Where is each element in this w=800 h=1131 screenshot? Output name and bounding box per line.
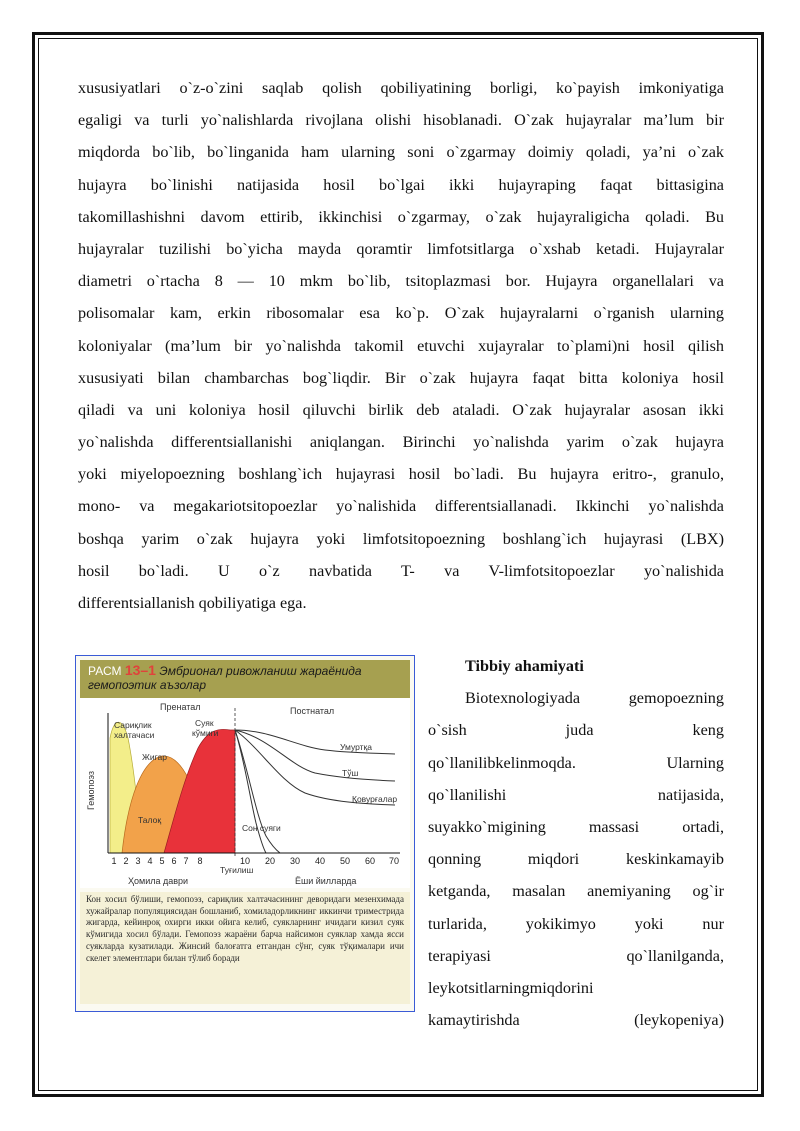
prenatal-label: Пренатал	[160, 702, 201, 712]
tick-postnatal: 40	[314, 856, 326, 866]
text-line: differentsiallanish qobiliyatiga ega.	[78, 594, 307, 612]
tick-prenatal: 1	[111, 856, 117, 866]
vertebrae-label: Умуртқа	[340, 742, 372, 752]
side-line: qo`llanilibkelinmoqda. Ularning	[428, 753, 724, 772]
hematopoiesis-figure	[75, 655, 415, 1012]
text-line: polisomalar kam, erkin ribosomalar esa ko`p. O`zak hujayralarni o`rganish ularning	[78, 304, 724, 323]
side-line: suyakko`migining massasi ortadi,	[428, 817, 724, 836]
tick-prenatal: 3	[135, 856, 141, 866]
side-line: ketganda, masalan anemiyaning og`ir	[428, 882, 724, 901]
postnatal-label: Постнатал	[290, 706, 335, 716]
text-line: boshqa yarim o`zak hujayra yoki limfotsitopoezning boshlang`ich hujayrasi (LBX)	[78, 529, 724, 548]
side-line: terapiyasi qo`llanilganda,	[428, 946, 724, 965]
liver-label: Жигар	[142, 752, 167, 762]
tick-prenatal: 6	[171, 856, 177, 866]
text-line: hujayra bo`linishi natijasida hosil bo`lgai ikki hujayraping faqat bittasigina	[78, 175, 724, 194]
text-line: koloniyalar (ma’lum bir yo`nalishda takomil etuvchi xujayralar to`plami)ni hosil qilish	[78, 336, 724, 355]
spleen-label: Талоқ	[138, 815, 162, 825]
y-axis-label: Гемопоэз	[86, 771, 96, 810]
tick-prenatal: 2	[123, 856, 129, 866]
tick-prenatal: 8	[197, 856, 203, 866]
tick-prenatal: 5	[159, 856, 165, 866]
text-line: qiladi va uni koloniya hosil qiluvchi birlik deb ataladi. O`zak hujayralar asosan ikki	[78, 400, 724, 419]
side-line: qo`llanilishi natijasida,	[428, 785, 724, 804]
diagram-svg	[80, 698, 410, 888]
figure-title-line1: Эмбрионал ривожланиш жараёнида	[159, 664, 362, 678]
tick-postnatal: 60	[364, 856, 376, 866]
figure-number: 13–1	[124, 662, 156, 678]
text-line: yoki miyelopoezning boshlang`ich hujayrasi hosil bo`ladi. Bu hujayra eritro-, granulo,	[78, 465, 724, 484]
tick-postnatal: 10	[239, 856, 251, 866]
tick-prenatal: 7	[183, 856, 189, 866]
text-line: egaligi va turli yo`nalishlarda rivojlana olishi hisoblanadi. O`zak hujayralar ma’lum bir	[78, 111, 724, 130]
side-line: leykotsitlarningmiqdorini	[428, 978, 594, 997]
side-line: qonning miqdori keskinkamayib	[428, 850, 724, 869]
tick-postnatal: 30	[289, 856, 301, 866]
text-line: takomillashishni davom ettirib, ikkinchisi o`zgarmay, o`zak hujayraligicha qoladi. Bu	[78, 207, 724, 226]
postnatal-x-caption: Ёши йилларда	[295, 876, 357, 886]
section-heading: Tibbiy ahamiyati	[465, 657, 584, 675]
birth-caption: Туғилиш	[220, 865, 254, 875]
figure-caption-box	[80, 892, 410, 1004]
side-column	[428, 650, 724, 1036]
tick-postnatal: 70	[388, 856, 400, 866]
figure-caption: Кон хосил бўлиши, гемопоэз, сариқлик халтачасининг деворидаги мезенхимада хужайралар популяциясидан бошланиб, хомиладорликнинг иккинчи триместрида жигарда, кейинроқ охирги икки ойига келиб, суякларнинг ичидаги кизил суяк кўмигида хосил бўлади. Гемопоэз жараёни барча найсимон суяклар хамда ясси суякларда кузатилади. Жинсий балоғатга етгандан сўнг, суяк тўқималари ичи скелет элементлари билан тўлиб боради	[86, 894, 404, 963]
bone-marrow-label: Суяк	[195, 718, 214, 728]
figure-header	[80, 660, 410, 698]
text-line: xususiyati bilan chambarchas bog`liqdir. Bir o`zak hujayra faqat bitta koloniya hosil	[78, 368, 724, 387]
sternum-label: Тўш	[342, 768, 359, 778]
side-line: kamaytirishda (leykopeniya)	[428, 1011, 724, 1030]
side-line: turlarida, yokikimyo yoki nur	[428, 914, 724, 933]
yolk-sac-label: Сариқлик	[114, 720, 152, 730]
yolk-sac-label-2: халтачаси	[114, 730, 155, 740]
text-line: hujayralar tuzilishi bo`yicha mayda qoramtir limfotsitlarga o`xshab ketadi. Hujayralar	[78, 239, 724, 258]
text-line: diametri o`rtacha 8 — 10 mkm bo`lib, tsitoplazmasi bor. Hujayra organellalari va	[78, 272, 724, 291]
figure-title	[88, 663, 408, 692]
tick-postnatal: 20	[264, 856, 276, 866]
text-line: mono- va megakariotsitopoezlar yo`nalishida differentsiallanadi. Ikkinchi yo`nalishda	[78, 497, 724, 516]
text-line: xususiyatlari o`z-o`zini saqlab qolish qobiliyatining borligi, ko`payish imkoniyatiga	[78, 79, 724, 97]
figure-diagram	[80, 698, 410, 888]
bone-marrow-label-2: кўмиги	[192, 728, 219, 738]
side-line: Biotexnologiyada gemopoezning	[465, 689, 724, 708]
long-bones-label: Сон суяги	[242, 823, 281, 833]
text-line: yo`nalishda differentsiallanishi aniqlangan. Birinchi yo`nalishda yarim o`zak hujayra	[78, 433, 724, 452]
tick-postnatal: 50	[339, 856, 351, 866]
figure-title-line2: гемопоэтик аъзолар	[88, 678, 207, 692]
ribs-label: Қовурғалар	[352, 794, 398, 804]
text-line: hosil bo`ladi. U o`z navbatida T- va V-limfotsitopoezlar yo`nalishida	[78, 561, 724, 580]
side-line: o`sish juda keng	[428, 721, 724, 740]
text-line: miqdorda bo`lib, bo`linganida ham ularning soni o`zgarmay doimiy qoladi, ya’ni o`zak	[78, 143, 724, 162]
figure-label: РАСМ	[88, 664, 122, 678]
tick-prenatal: 4	[147, 856, 153, 866]
main-paragraph	[78, 72, 724, 619]
prenatal-x-caption: Ҳомила даври	[128, 876, 189, 886]
